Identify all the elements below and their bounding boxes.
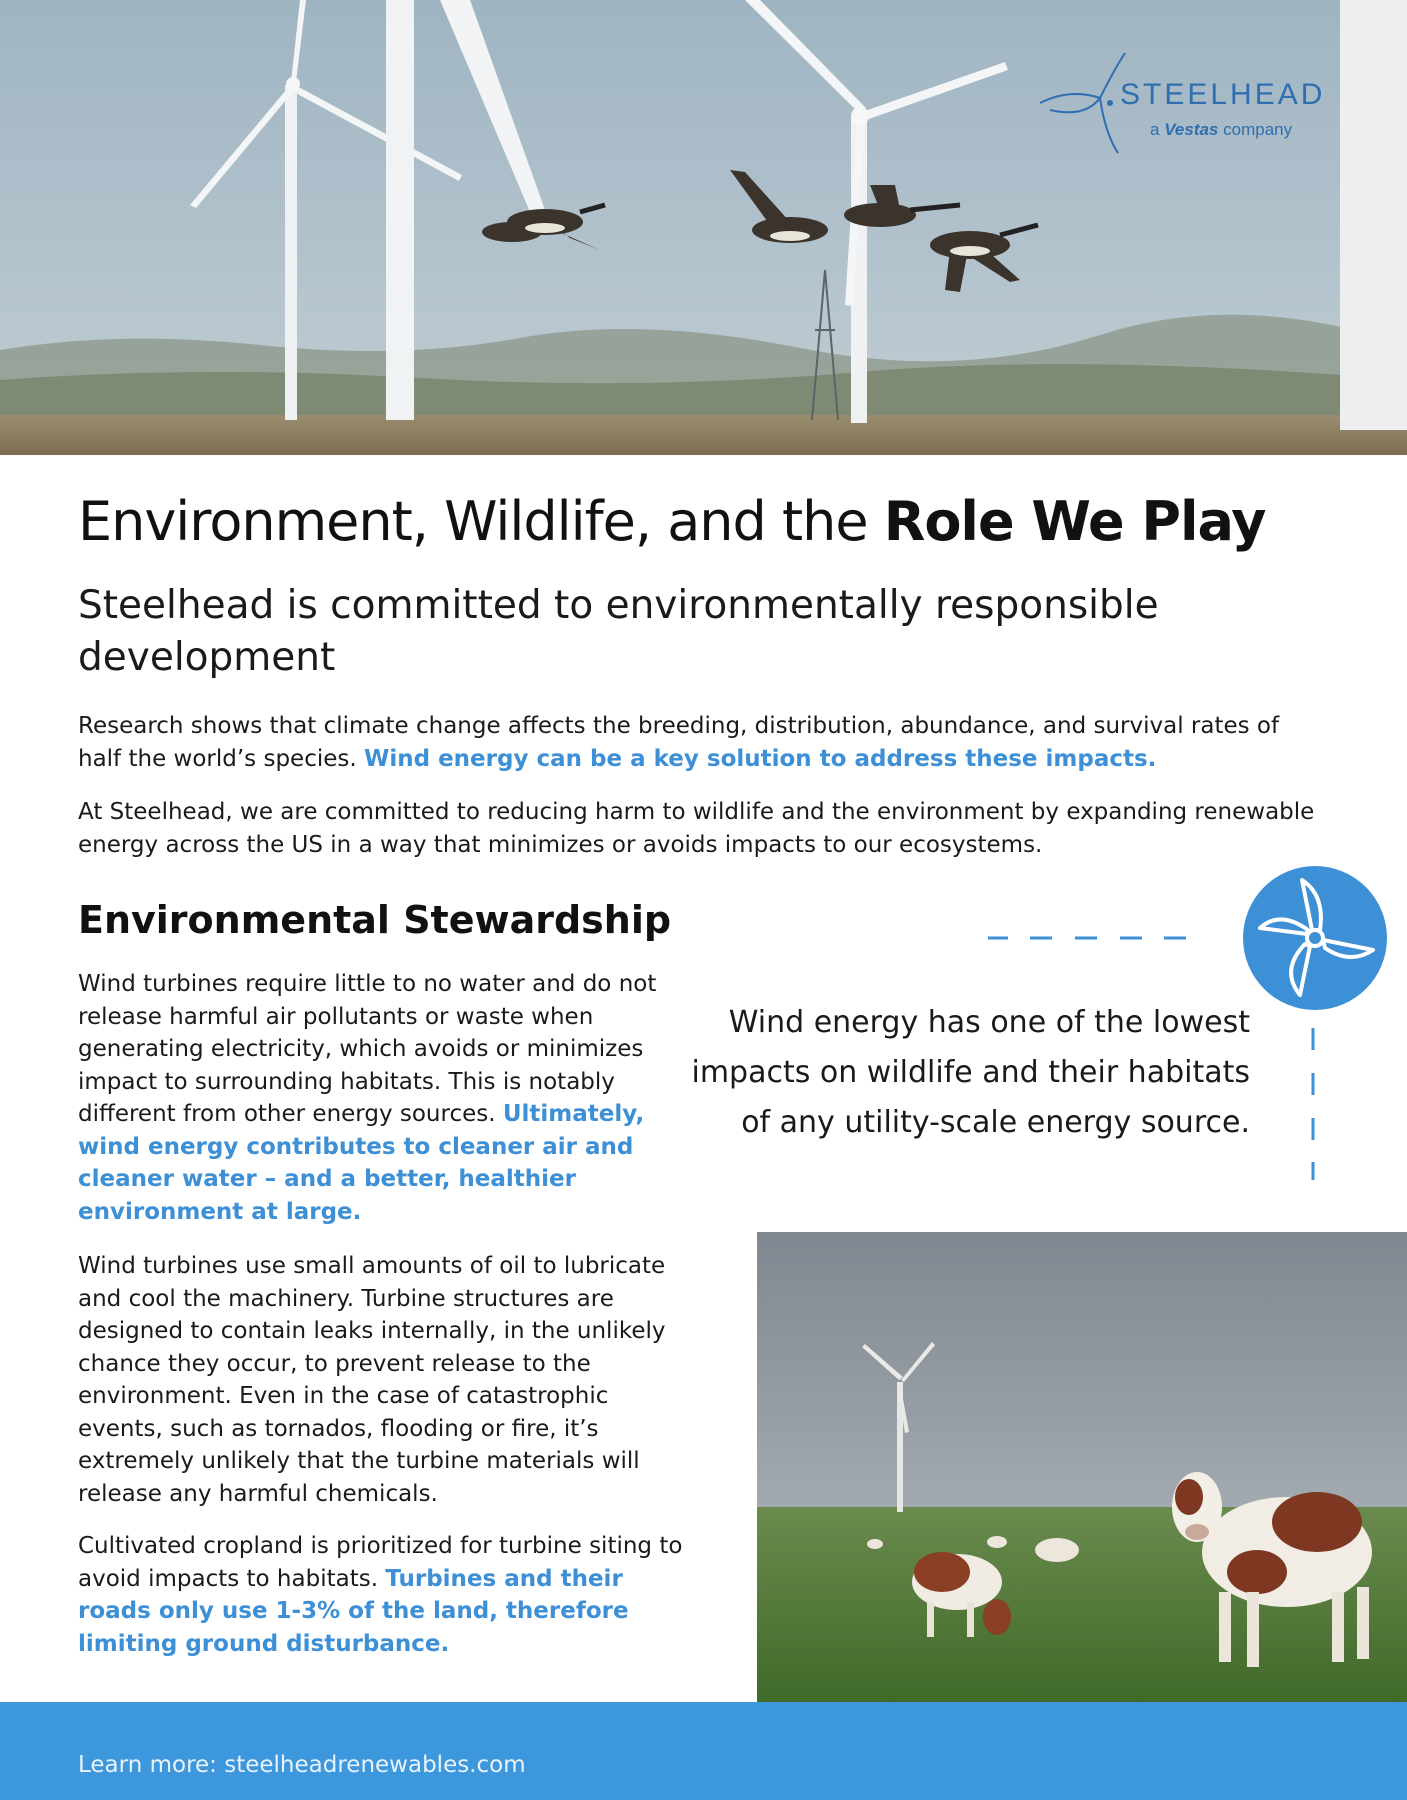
logo-tagline (1150, 120, 1292, 140)
tagline-suffix: company (1223, 120, 1293, 139)
hero-photo (0, 0, 1407, 455)
stewardship-paragraph-1 (78, 968, 698, 1228)
stewardship-p3-text: Cultivated cropland is prioritized for turbine siting to avoid impacts to habitats. (78, 1533, 683, 1592)
title-regular: Environment, Wildlife, and the (78, 490, 884, 553)
footer-link[interactable]: Learn more: steelheadrenewables.com (78, 1752, 526, 1778)
section-heading: Environmental Stewardship (78, 898, 672, 942)
stewardship-p3-highlight: Turbines and their roads only use 1-3% of the land, therefore limiting ground disturbance. (78, 1565, 629, 1657)
intro-p1-highlight: Wind energy can be a key solution to address these impacts. (363, 746, 1157, 772)
intro-paragraph-2: At Steelhead, we are committed to reducing harm to wildlife and the environment by expanding renewable energy across the US in a way that minimizes or avoids impacts to our ecosystems. (78, 799, 1315, 858)
stewardship-p1-highlight: Ultimately, wind energy contributes to cleaner air and cleaner water – and a better, healthier environment at large. (78, 1101, 645, 1225)
stewardship-p1-text: Wind turbines require little to no water and do not release harmful air pollutants or waste when generating electricity, which avoids or minimizes impact to surrounding habitats. This is notably different from other energy sources. (78, 971, 657, 1127)
footer-bar (0, 1702, 1407, 1800)
tagline-prefix: a (1150, 120, 1160, 139)
stewardship-paragraph-2: Wind turbines use small amounts of oil to lubricate and cool the machinery. Turbine structures are designed to contain leaks internally, in the unlikely chance they occur, to prevent release to the environment. Even in the case of catastrophic events, such as tornados, flooding or fire, it’s extremely unlikely that the turbine materials will release any harmful chemicals. (78, 1253, 666, 1507)
wind-turbine-icon (1243, 866, 1387, 1010)
vestas-brand: Vestas (1164, 120, 1219, 139)
page-subtitle: Steelhead is committed to environmentally responsible development (78, 583, 1159, 680)
intro-paragraph-1 (78, 710, 1328, 776)
stewardship-paragraph-3 (78, 1530, 698, 1660)
cows-field-photo (757, 1232, 1407, 1702)
pull-quote: Wind energy has one of the lowest impacts on wildlife and their habitats of any utility-scale energy source. (691, 1005, 1250, 1140)
intro-p1-text: Research shows that climate change affects the breeding, distribution, abundance, and survival rates of half the world’s species. (78, 713, 1280, 772)
title-bold: Role We Play (883, 490, 1266, 553)
page-title (78, 490, 1266, 553)
logo-wordmark: STEELHEAD (1120, 78, 1326, 111)
steelhead-fish-icon (1030, 48, 1130, 158)
steelhead-logo (1030, 48, 1340, 158)
